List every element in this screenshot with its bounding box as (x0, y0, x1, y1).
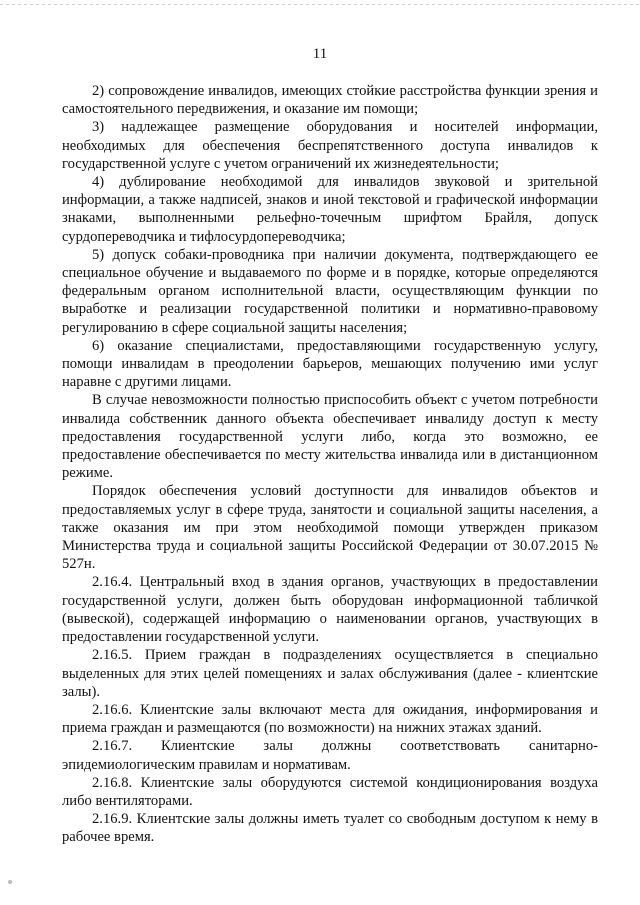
page-number: 11 (312, 46, 328, 62)
paragraph-item-6: 6) оказание специалистами, предоставляющими государственную услугу, помощи инвалидам в преодолении барьеров, мешающих получению ими услуг наравне с другими лицами. (62, 337, 598, 391)
paragraph-item-2: 2) сопровождение инвалидов, имеющих стойкие расстройства функции зрения и самостоятельного передвижения, и оказание им помощи; (62, 83, 598, 118)
paragraph-accessibility-order: Порядок обеспечения условий доступности для инвалидов объектов и предоставляемых услуг в сфере труда, занятости и социальной защиты населения, а также оказания им при этом необходимой помощи утвержден приказом Министерства труда и социальной защиты Российской Федерации от 30.07.2015 № 527н. (62, 483, 598, 573)
paragraph-2-16-5: 2.16.5. Прием граждан в подразделениях осуществляется в специально выделенных для этих целей помещениях и залах обслуживания (далее - клиентские залы). (62, 647, 598, 700)
paragraph-2-16-7: 2.16.7. Клиентские залы должны соответствовать санитарно-эпидемиологическим правилам и нормативам. (62, 738, 598, 773)
scan-speck (8, 880, 12, 884)
paragraph-2-16-8: 2.16.8. Клиентские залы оборудуются системой кондиционирования воздуха либо вентиляторами. (62, 774, 598, 809)
paragraph-2-16-6: 2.16.6. Клиентские залы включают места для ожидания, информирования и приема граждан и размещаются (по возможности) на нижних этажах зданий. (62, 701, 598, 737)
paragraph-item-3: 3) надлежащее размещение оборудования и носителей информации, необходимых для обеспечения беспрепятственного доступа инвалидов к государственной услуге с учетом ограничений их жизнедеятельности; (62, 119, 598, 172)
scan-top-edge (0, 4, 640, 5)
document-body (62, 82, 598, 847)
paragraph-item-5: 5) допуск собаки-проводника при наличии документа, подтверждающего ее специальное обучение и выдаваемого по форме и в порядке, которые определяются федеральным органом исполнительной власти, осуществляющим функции по выработке и реализации государственной политики и нормативно-правовому регулированию в сфере социальной защиты населения; (62, 246, 598, 336)
paragraph-inaccessibility: В случае невозможности полностью приспособить объект с учетом потребности инвалида собственник данного объекта обеспечивает инвалиду доступ к месту предоставления государственной услуги либо, когда это возможно, ее предоставление обеспечивается по месту жительства инвалида или в дистанционном режиме. (62, 392, 598, 482)
paragraph-item-4: 4) дублирование необходимой для инвалидов звуковой и зрительной информации, а также надписей, знаков и иной текстовой и графической информации знаками, выполненными рельефно-точечным шрифтом Брайля, допуск сурдопереводчика и тифлосурдопереводчика; (62, 174, 598, 245)
paragraph-2-16-4: 2.16.4. Центральный вход в здания органов, участвующих в предоставлении государственной услуги, должен быть оборудован информационной табличкой (вывеской), содержащей информацию о наименовании органов, участвующих в предоставлении государственной услуги. (62, 574, 598, 646)
paragraph-2-16-9: 2.16.9. Клиентские залы должны иметь туалет со свободным доступом к нему в рабочее время. (62, 811, 598, 846)
